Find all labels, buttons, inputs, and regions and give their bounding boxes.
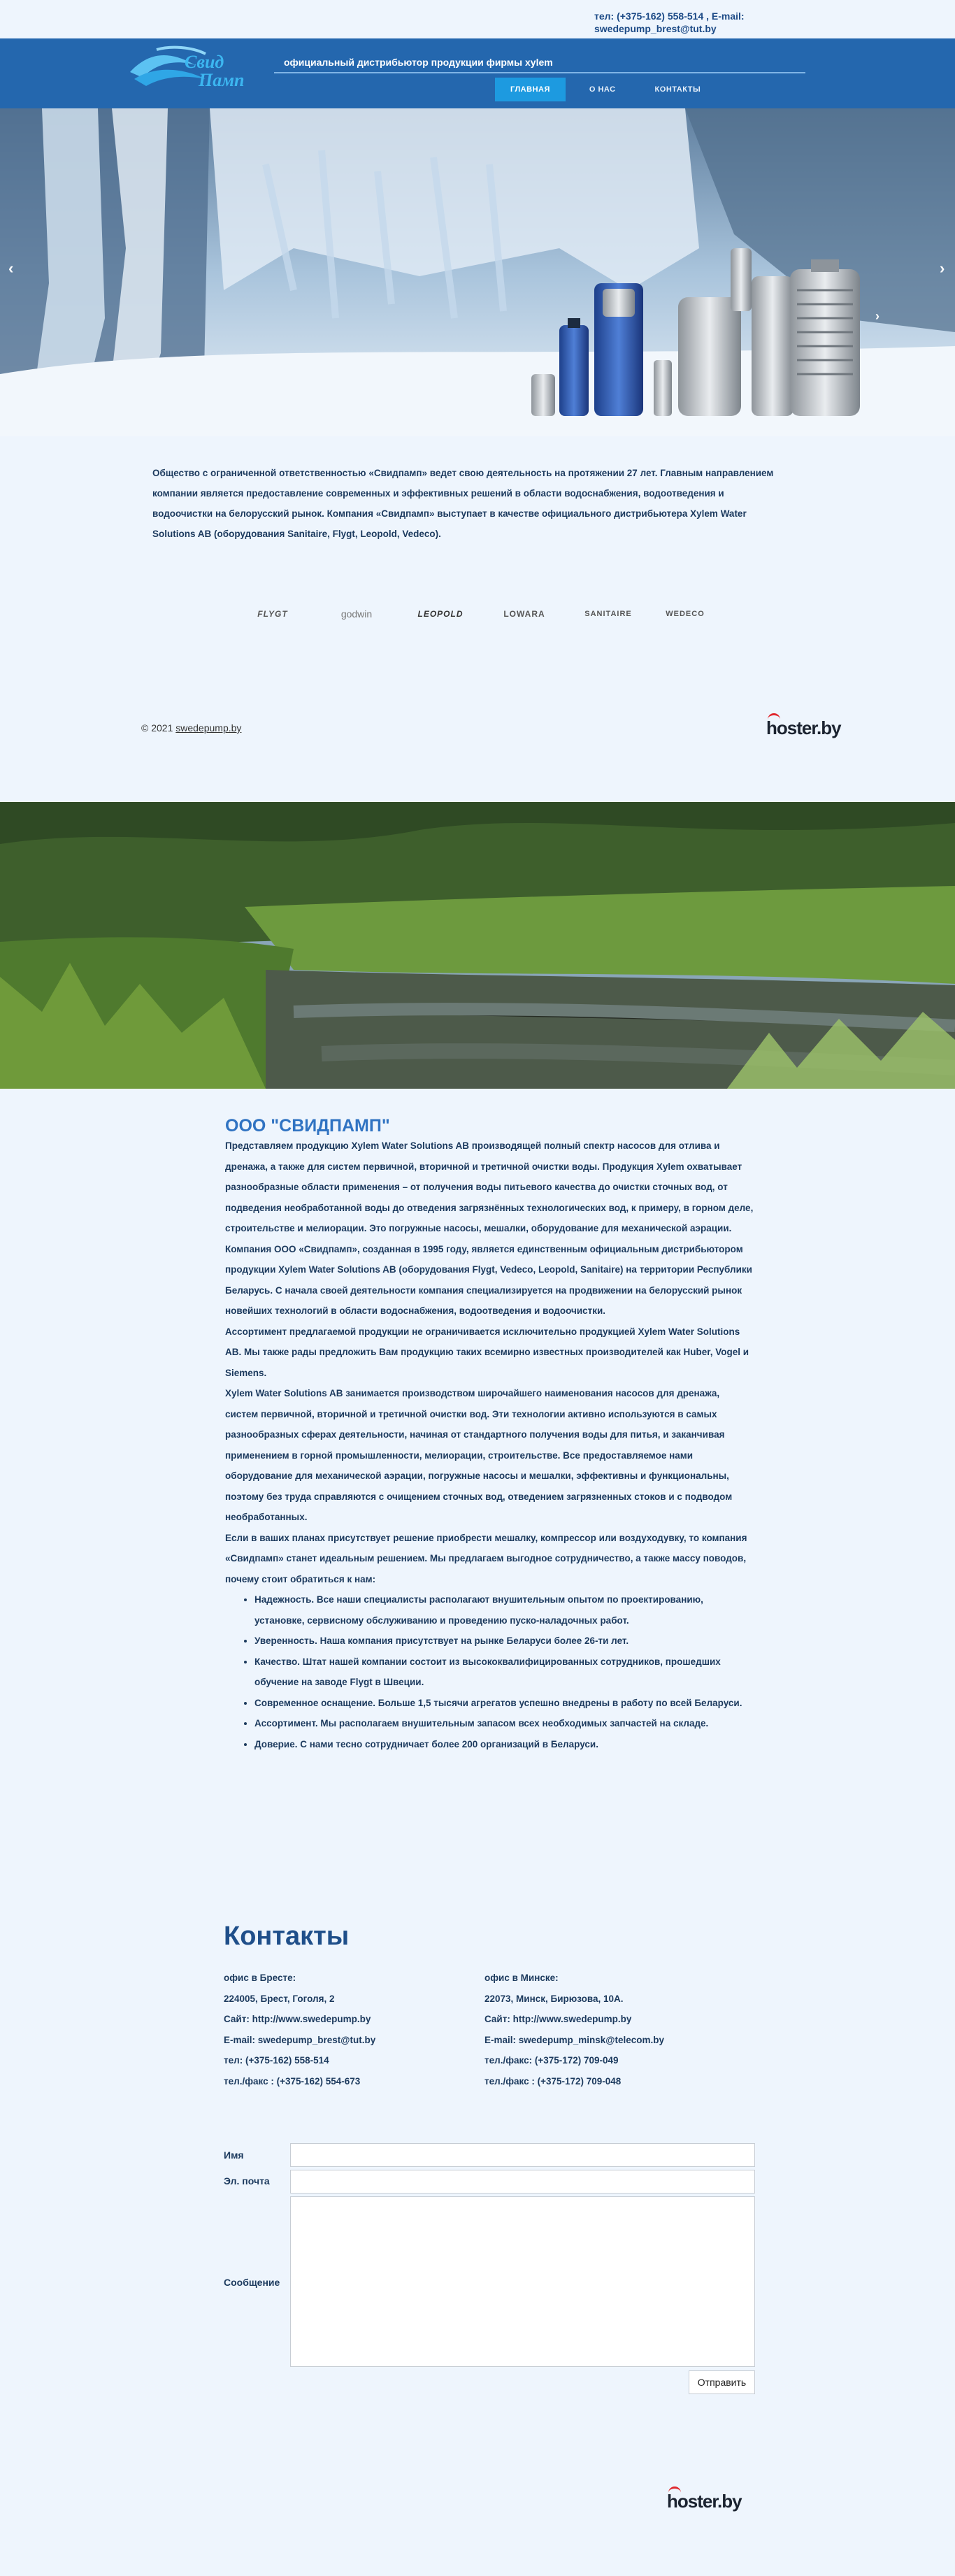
brest-fax: тел./факс : (+375-162) 554-673 bbox=[224, 2075, 361, 2087]
brest-address: 224005, Брест, Гоголя, 2 bbox=[224, 1993, 335, 2004]
ice-waterfall-image bbox=[0, 108, 955, 436]
header-tagline: официальный дистрибьютор продукции фирмы xylem bbox=[284, 57, 553, 68]
svg-text:Свид: Свид bbox=[185, 52, 224, 72]
list-item: • Современное оснащение. Больше 1,5 тысячи агрегатов успешно внедрены в работу по всей Беларуси. bbox=[254, 1693, 754, 1714]
message-label: Сообщение bbox=[224, 2277, 280, 2288]
company-logo[interactable] bbox=[129, 44, 268, 93]
brest-phone: тел: (+375-162) 558-514 bbox=[224, 2055, 329, 2066]
email-label: Эл. почта bbox=[224, 2175, 270, 2187]
article-title: ООО "СВИДПАМП" bbox=[225, 1116, 390, 1136]
brest-office-info bbox=[224, 1968, 375, 2091]
article-paragraph: Xylem Water Solutions AB занимается производством широчайшего наименования насосов для дренажа, систем первичной, вторичной и третичной очистки вод. Эти технологии активно используются в самых разнообразных сферах деятельности, начиная от стандартного получения воды для питья, и заканчивая применением в горной промышленности, мелиорации, строительстве. Все предоставляемое нами оборудование для механической аэрации, погружные насосы и мешалки, эффективны и функциональны, поэтому без труда справляются с очищением сточных вод, отведением загрязненных стоков и с подводом необработанных. bbox=[225, 1388, 733, 1522]
list-item: • Ассортимент. Мы располагаем внушительным запасом всех необходимых запчастей на складе. bbox=[254, 1713, 754, 1734]
slider-prev-icon[interactable]: ‹ bbox=[8, 259, 14, 277]
hoster-arc-icon bbox=[668, 2486, 681, 2493]
brest-office-heading: офис в Бресте: bbox=[224, 1973, 296, 1983]
hoster-arc-icon bbox=[768, 713, 780, 720]
slider-inner-next-icon[interactable]: › bbox=[875, 309, 879, 323]
minsk-office-heading: офис в Минске: bbox=[484, 1973, 559, 1983]
hoster-logo-bottom[interactable] bbox=[667, 2491, 742, 2512]
message-textarea[interactable] bbox=[290, 2196, 755, 2367]
hoster-text: hoster.by bbox=[667, 2491, 742, 2512]
hoster-text: hoster.by bbox=[766, 717, 841, 738]
top-bar bbox=[0, 0, 955, 38]
slider-next-icon[interactable]: › bbox=[940, 259, 945, 277]
river-landscape-image bbox=[0, 802, 955, 1089]
brand-flygt-logo: FLYGT bbox=[257, 609, 288, 619]
nature-banner-image bbox=[0, 802, 955, 1089]
submit-button[interactable]: Отправить bbox=[689, 2370, 755, 2394]
brand-godwin-logo: godwin bbox=[340, 608, 373, 620]
header-divider bbox=[274, 72, 805, 73]
brand-lowara-logo: LOWARA bbox=[503, 609, 545, 619]
list-item: • Надежность. Все наши специалисты располагают внушительным опытом по проектированию, установке, сервисному обслуживанию и проведению пуско-наладочных работ. bbox=[254, 1589, 754, 1631]
minsk-address: 22073, Минск, Бирюзова, 10А. bbox=[484, 1993, 624, 2004]
minsk-fax: тел./факс : (+375-172) 709-048 bbox=[484, 2075, 622, 2087]
nav-item-contacts[interactable]: КОНТАКТЫ bbox=[654, 85, 701, 94]
brand-logos bbox=[238, 586, 720, 642]
name-input[interactable] bbox=[290, 2143, 755, 2167]
brand-leopold-logo: LEOPOLD bbox=[417, 609, 464, 619]
nav-item-home[interactable]: ГЛАВНАЯ bbox=[495, 78, 566, 101]
svg-text:Памп: Памп bbox=[199, 70, 245, 90]
main-nav bbox=[495, 78, 724, 101]
hero-slider bbox=[0, 108, 955, 436]
minsk-office-info bbox=[484, 1968, 664, 2091]
minsk-email[interactable]: E-mail: swedepump_minsk@telecom.by bbox=[484, 2034, 664, 2045]
copyright-text: © 2021 bbox=[141, 722, 176, 734]
advantages-list bbox=[225, 1589, 754, 1754]
name-label: Имя bbox=[224, 2149, 244, 2161]
list-item: • Доверие. С нами тесно сотрудничает более 200 организаций в Беларуси. bbox=[254, 1734, 754, 1755]
article-paragraph: Представляем продукцию Xylem Water Solutions AB производящей полный спектр насосов для отлива и дренажа, а также для систем первичной, вторичной и третичной очистки воды. Продукция Xylem охватывает разнообразные области применения – от получения воды питьевого качества до очистки сточных вод, от подведения необработанной воды до отведения загрязнённых технологических вод, к примеру, в горном деле, строительстве и мелиорации. Это погружные насосы, мешалки, оборудование для механической аэрации. bbox=[225, 1140, 754, 1233]
article-body bbox=[225, 1136, 754, 1754]
brest-email[interactable]: E-mail: swedepump_brest@tut.by bbox=[224, 2034, 376, 2045]
site-header bbox=[0, 38, 955, 108]
intro-text: Общество с ограниченной ответственностью «Свидпамп» ведет свою деятельность на протяжении 27 лет. Главным направлением компании является предоставление современных и эффективных решений в области водоснабжения, водоотведения и водоочистки на белорусский рынок. Компания «Свидпамп» выступает в качестве официального дистрибьютера Xylem Water Solutions AB (оборудования Sanitaire, Flygt, Leopold, Vedeco). bbox=[152, 468, 774, 539]
copyright-link[interactable]: swedepump.by bbox=[175, 722, 242, 734]
minsk-phone: тел./факс: (+375-172) 709-049 bbox=[484, 2055, 619, 2066]
footer-copyright bbox=[141, 722, 241, 734]
logo-wave-icon bbox=[129, 44, 268, 93]
nav-item-about[interactable]: О НАС bbox=[589, 85, 616, 94]
brand-wedeco-logo: WEDECO bbox=[666, 610, 705, 618]
list-item: • Уверенность. Наша компания присутствует на рынке Беларуси более 26-ти лет. bbox=[254, 1631, 754, 1652]
brest-site[interactable]: Сайт: http://www.swedepump.by bbox=[224, 2014, 371, 2024]
header-contact-info: тел: (+375-162) 558-514 , E-mail: swedepump_brest@tut.by bbox=[594, 10, 745, 34]
minsk-site[interactable]: Сайт: http://www.swedepump.by bbox=[484, 2014, 632, 2024]
hoster-logo[interactable] bbox=[766, 717, 841, 739]
article-paragraph: Ассортимент предлагаемой продукции не ограничивается исключительно продукцией Xylem Water Solutions AB. Мы также рады предложить Вам продукцию таких всемирно известных производителей как Huber, Vogel и Siemens. bbox=[225, 1326, 749, 1378]
brand-sanitaire-logo: SANITAIRE bbox=[584, 610, 632, 618]
list-item: • Качество. Штат нашей компании состоит из высококвалифицированных сотрудников, прошедших обучение на заводе Flygt в Швеции. bbox=[254, 1652, 754, 1693]
article-paragraph: Если в ваших планах присутствует решение приобрести мешалку, компрессор или воздуходувку, то компания «Свидпамп» станет идеальным решением. Мы предлагаем выгодное сотрудничество, а также массу поводов, почему стоит обратиться к нам: bbox=[225, 1532, 747, 1584]
contacts-title: Контакты bbox=[224, 1922, 350, 1951]
article-paragraph: Компания ООО «Свидпамп», созданная в 1995 году, является единственным официальным дистрибьютором продукции Xylem Water Solutions AB (оборудования Flygt, Vedeco, Leopold, Sanitaire) на территории Республики Беларусь. С начала своей деятельности компания специализируется на продвижении на белорусский рынок новейших технологий в области водоснабжения, водоотведения и водоочистки. bbox=[225, 1243, 752, 1316]
email-input[interactable] bbox=[290, 2170, 755, 2194]
